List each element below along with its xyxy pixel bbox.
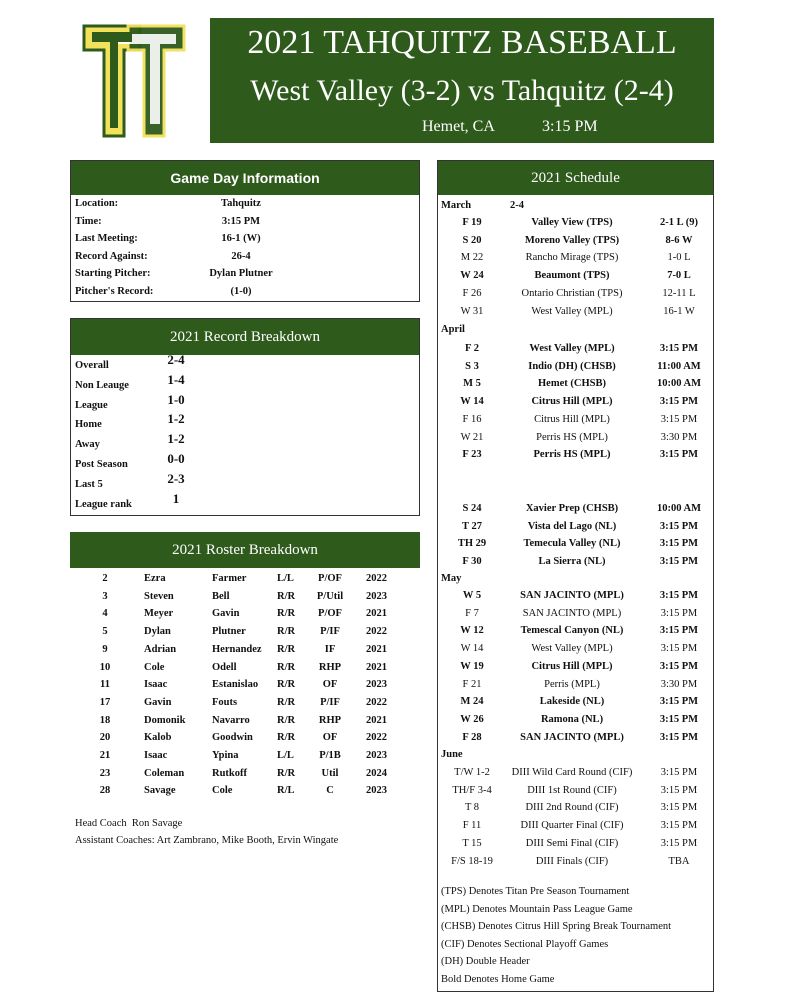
player-number: 4: [102, 608, 108, 620]
player-last-name: Fouts: [212, 696, 238, 708]
game-day: F 30: [462, 556, 482, 568]
game-result: 7-0 L: [667, 270, 691, 282]
game-day: T 8: [464, 802, 480, 814]
game-opponent: DIII 1st Round (CIF): [527, 784, 617, 796]
schedule-row: [438, 640, 713, 657]
record-row: [71, 470, 419, 493]
team-logo: [80, 20, 188, 142]
game-opponent: Rancho Mirage (TPS): [525, 252, 619, 264]
player-bats-throws: R/R: [277, 643, 296, 655]
month-march-label: March: [441, 200, 472, 211]
schedule-row: [438, 285, 713, 302]
game-result: 3:15 PM: [659, 731, 699, 743]
schedule-row: [438, 446, 713, 463]
record-label: Home: [75, 419, 102, 431]
month-may-label: May: [441, 573, 462, 584]
player-grad-year: 2023: [366, 785, 387, 797]
legend-text: (CHSB) Denotes Citrus Hill Spring Break Tournament: [441, 921, 672, 933]
legend-row: [438, 883, 713, 900]
game-day: W 12: [460, 625, 484, 637]
player-position: P/IF: [320, 696, 340, 708]
schedule-row: [438, 693, 713, 710]
record-label: Away: [75, 439, 100, 451]
roster-panel: [70, 532, 420, 852]
game-opponent: Perris (MPL): [544, 678, 600, 690]
game-day: W 21: [460, 431, 484, 443]
gameday-row: [71, 248, 419, 265]
month-june-label: June: [441, 749, 463, 760]
game-result: 8-6 W: [665, 234, 693, 246]
game-opponent: Indio (DH) (CHSB): [528, 360, 616, 372]
gameday-row: [71, 213, 419, 230]
schedule-title: 2021 Schedule: [438, 161, 713, 195]
game-result: 3:15 PM: [660, 643, 698, 655]
record-label: League: [75, 399, 108, 411]
game-day: F 11: [462, 820, 482, 832]
game-result: 3:15 PM: [659, 396, 699, 408]
game-opponent: Hemet (CHSB): [538, 378, 606, 390]
schedule-row: [438, 817, 713, 834]
player-bats-throws: R/R: [277, 626, 296, 638]
gameday-label: Starting Pitcher:: [75, 268, 151, 279]
player-bats-throws: R/L: [277, 785, 295, 797]
game-day: F/S 18-19: [451, 855, 493, 867]
game-result: 3:15 PM: [660, 767, 698, 778]
roster-title: 2021 Roster Breakdown: [70, 532, 420, 568]
schedule-row: [438, 853, 713, 870]
page-title: 2021 TAHQUITZ BASEBALL: [247, 24, 677, 61]
gameday-value: Tahquitz: [221, 198, 261, 209]
game-day: F 28: [462, 731, 482, 743]
player-last-name: Goodwin: [212, 732, 253, 744]
game-day: M 22: [460, 252, 484, 264]
schedule-row: [438, 622, 713, 639]
player-first-name: Coleman: [144, 767, 185, 779]
record-row: [71, 391, 419, 414]
game-day: W 19: [460, 660, 484, 672]
roster-row: [70, 623, 420, 640]
roster-row: [70, 605, 420, 622]
game-day: S 20: [462, 234, 482, 246]
player-last-name: Farmer: [212, 573, 247, 584]
roster-row: [70, 694, 420, 711]
player-number: 21: [99, 750, 111, 761]
game-day: TH/F 3-4: [452, 784, 492, 796]
record-value: 1-4: [167, 371, 185, 387]
player-first-name: Isaac: [144, 679, 168, 691]
schedule-row: [438, 232, 713, 249]
game-day: T 27: [462, 520, 482, 532]
game-opponent: DIII Finals (CIF): [535, 855, 609, 867]
player-bats-throws: L/L: [277, 750, 294, 761]
legend-row: [438, 918, 713, 935]
legend-text: Bold Denotes Home Game: [441, 974, 555, 985]
player-last-name: Odell: [212, 661, 237, 673]
game-result: 12-11 L: [662, 287, 696, 299]
schedule-row: [438, 658, 713, 675]
schedule-row: [438, 411, 713, 428]
game-result: 16-1 W: [663, 305, 695, 317]
record-value: 0-0: [167, 451, 185, 466]
game-opponent: Beaumont (TPS): [534, 270, 610, 282]
game-opponent: Perris HS (MPL): [536, 431, 608, 443]
gameday-value: Dylan Plutner: [209, 268, 273, 279]
player-last-name: Plutner: [212, 626, 246, 638]
gameday-panel: [70, 160, 420, 302]
schedule-row: [438, 835, 713, 852]
schedule-row: [438, 500, 713, 517]
player-position: P/Util: [316, 590, 344, 602]
gameday-label: Time:: [75, 215, 102, 227]
gameday-row: [71, 230, 419, 247]
game-opponent: La Sierra (NL): [538, 556, 606, 568]
game-result: 3:15 PM: [660, 837, 698, 849]
record-label: League rank: [75, 498, 132, 510]
gameday-row: [71, 195, 419, 212]
game-day: T/W 1-2: [454, 767, 490, 778]
player-position: P/IF: [320, 626, 340, 638]
game-day: W 26: [460, 713, 484, 725]
player-bats-throws: R/R: [277, 679, 296, 691]
player-grad-year: 2022: [366, 573, 387, 584]
player-number: 9: [102, 643, 108, 655]
game-day: F 2: [465, 343, 479, 354]
schedule-row: [438, 676, 713, 693]
player-bats-throws: R/R: [277, 661, 296, 673]
record-value: 1-2: [167, 431, 185, 447]
game-opponent: Vista del Lago (NL): [527, 520, 617, 532]
gameday-value: 26-4: [231, 250, 251, 262]
player-position: P/OF: [318, 608, 342, 620]
player-position: IF: [324, 643, 336, 655]
game-opponent: Citrus Hill (MPL): [531, 660, 613, 672]
game-opponent: West Valley (MPL): [531, 643, 613, 655]
game-result: 3:15 PM: [659, 449, 699, 461]
roster-row: [70, 641, 420, 658]
roster-row: [70, 659, 420, 676]
schedule-row: [438, 267, 713, 284]
player-number: 11: [100, 679, 110, 691]
player-bats-throws: R/R: [277, 714, 296, 726]
player-grad-year: 2022: [366, 732, 387, 744]
player-grad-year: 2022: [366, 626, 387, 638]
game-time: 3:15 PM: [542, 118, 598, 135]
player-last-name: Navarro: [212, 714, 250, 726]
game-result: 3:15 PM: [660, 607, 698, 619]
month-june: [438, 746, 713, 763]
roster-row: [70, 588, 420, 605]
player-position: P/1B: [319, 750, 341, 761]
game-result: 3:15 PM: [659, 538, 699, 550]
schedule-row: [438, 518, 713, 535]
game-result: 10:00 AM: [656, 378, 702, 390]
game-result: 10:00 AM: [656, 503, 702, 514]
game-day: F 7: [465, 607, 479, 619]
roster-row: [70, 747, 420, 764]
game-result: 11:00 AM: [657, 360, 701, 372]
legend-text: (CIF) Denotes Sectional Playoff Games: [441, 938, 609, 950]
game-day: M 24: [460, 696, 484, 708]
player-number: 18: [99, 714, 111, 726]
record-row: [71, 371, 419, 394]
game-result: 3:30 PM: [660, 431, 698, 443]
player-position: P/OF: [318, 573, 342, 584]
header-banner: [210, 18, 714, 143]
game-opponent: West Valley (MPL): [529, 343, 615, 354]
game-location: Hemet, CA: [422, 118, 495, 135]
game-day: S 3: [465, 360, 479, 372]
player-position: OF: [322, 732, 338, 744]
player-bats-throws: R/R: [277, 590, 296, 602]
month-march: [438, 197, 713, 214]
legend-text: (MPL) Denotes Mountain Pass League Game: [441, 903, 633, 915]
schedule-row: [438, 340, 713, 357]
roster-row: [70, 729, 420, 746]
game-result: 3:15 PM: [659, 660, 699, 672]
game-day: M 5: [463, 378, 481, 390]
player-first-name: Gavin: [144, 696, 172, 708]
schedule-row: [438, 429, 713, 446]
player-last-name: Cole: [212, 785, 233, 797]
schedule-row: [438, 711, 713, 728]
gameday-title: Game Day Information: [71, 161, 419, 195]
player-grad-year: 2022: [366, 696, 387, 708]
record-value: 1-2: [167, 411, 185, 427]
player-grad-year: 2021: [366, 608, 387, 620]
record-label: Post Season: [75, 459, 128, 470]
game-opponent: Valley View (TPS): [531, 217, 613, 228]
schedule-row: [438, 587, 713, 604]
schedule-row: [438, 553, 713, 570]
game-opponent: Lakeside (NL): [539, 696, 605, 708]
legend-row: [438, 936, 713, 953]
player-number: 28: [99, 785, 111, 797]
player-number: 10: [99, 661, 111, 673]
player-first-name: Cole: [144, 661, 165, 673]
gameday-label: Pitcher's Record:: [75, 285, 154, 297]
game-result: 3:15 PM: [659, 590, 699, 601]
game-opponent: Citrus Hill (MPL): [531, 396, 613, 408]
player-grad-year: 2021: [366, 643, 387, 655]
game-opponent: SAN JACINTO (MPL): [520, 731, 624, 743]
player-grad-year: 2021: [366, 714, 387, 726]
gameday-row: [71, 283, 419, 300]
game-result: 3:15 PM: [660, 784, 698, 796]
game-result: 3:15 PM: [659, 625, 699, 637]
schedule-row: [438, 249, 713, 266]
game-opponent: DIII Quarter Final (CIF): [520, 820, 624, 832]
player-grad-year: 2024: [366, 767, 387, 779]
game-result: 1-0 L: [667, 252, 691, 264]
record-value: 1-0: [167, 391, 185, 407]
game-day: F 21: [462, 678, 482, 690]
player-last-name: Rutkoff: [212, 767, 248, 779]
schedule-row: [438, 535, 713, 552]
game-result: 3:15 PM: [659, 713, 699, 725]
game-opponent: Temescal Canyon (NL): [520, 625, 624, 637]
game-result: 3:15 PM: [660, 413, 698, 425]
gameday-label: Last Meeting:: [75, 233, 138, 244]
game-day: W 14: [460, 396, 484, 408]
march-record: 2-4: [510, 200, 524, 211]
record-row: [71, 451, 419, 473]
game-day: W 24: [460, 270, 484, 282]
game-day: W 31: [460, 305, 484, 317]
schedule-row: [438, 782, 713, 799]
player-bats-throws: R/R: [277, 608, 296, 620]
player-last-name: Hernandez: [212, 643, 262, 655]
game-opponent: Citrus Hill (MPL): [534, 413, 610, 425]
roster-row: [70, 765, 420, 782]
game-day: TH 29: [457, 538, 487, 550]
player-number: 17: [99, 696, 111, 708]
game-day: T 15: [462, 837, 482, 849]
player-position: Util: [321, 767, 339, 779]
game-result: TBA: [668, 855, 690, 867]
gameday-value: 3:15 PM: [221, 215, 261, 227]
game-result: 2-1 L (9): [660, 217, 698, 228]
player-number: 20: [99, 732, 111, 744]
record-title: 2021 Record Breakdown: [71, 319, 419, 355]
player-last-name: Ypina: [212, 750, 239, 761]
game-opponent: Perris HS (MPL): [533, 449, 611, 461]
player-bats-throws: R/R: [277, 767, 296, 779]
player-first-name: Meyer: [144, 608, 174, 620]
record-value: 2-3: [167, 470, 185, 486]
player-first-name: Adrian: [144, 643, 177, 655]
gameday-label: Location:: [75, 198, 119, 209]
legend-row: [438, 971, 713, 988]
schedule-panel: [437, 160, 714, 992]
schedule-row: [438, 303, 713, 320]
record-label: Overall: [75, 360, 109, 371]
gameday-row: [71, 265, 419, 282]
game-opponent: Temecula Valley (NL): [523, 538, 621, 550]
record-row: [71, 431, 419, 453]
legend-text: (TPS) Denotes Titan Pre Season Tournament: [441, 886, 630, 897]
player-last-name: Bell: [212, 590, 230, 602]
game-opponent: Moreno Valley (TPS): [524, 234, 620, 246]
game-day: W 14: [460, 643, 484, 655]
legend-text: (DH) Double Header: [441, 956, 530, 968]
legend-row: [438, 901, 713, 918]
schedule-row: [438, 764, 713, 781]
month-may: [438, 570, 713, 587]
gameday-value: 16-1 (W): [221, 233, 261, 244]
game-day: F 16: [462, 413, 482, 425]
player-first-name: Domonik: [144, 714, 186, 726]
schedule-row: [438, 729, 713, 746]
roster-row: [70, 676, 420, 693]
game-day: F 26: [462, 287, 482, 299]
game-result: 3:15 PM: [659, 696, 699, 708]
player-last-name: Gavin: [212, 608, 240, 620]
roster-row: [70, 782, 420, 799]
roster-row: [70, 570, 420, 587]
game-day: S 24: [462, 503, 482, 514]
month-april: [438, 321, 713, 338]
player-number: 2: [102, 573, 108, 584]
matchup-title: West Valley (3-2) vs Tahquitz (2-4): [250, 74, 674, 107]
player-position: RHP: [318, 714, 342, 726]
game-opponent: West Valley (MPL): [531, 305, 613, 317]
record-value: 1: [172, 490, 180, 506]
game-opponent: SAN JACINTO (MPL): [522, 607, 622, 619]
record-row: [71, 352, 419, 374]
player-grad-year: 2023: [366, 679, 387, 691]
record-value: 2-4: [167, 352, 185, 367]
player-number: 5: [102, 626, 108, 638]
schedule-row: [438, 375, 713, 392]
game-day: F 19: [462, 217, 482, 228]
game-opponent: SAN JACINTO (MPL): [520, 590, 624, 601]
record-row: [71, 490, 419, 513]
player-number: 3: [102, 590, 108, 602]
schedule-row: [438, 214, 713, 231]
game-day: W 5: [462, 590, 482, 601]
player-position: RHP: [318, 661, 342, 673]
record-label: Non Leauge: [75, 379, 129, 391]
record-label: Last 5: [75, 478, 103, 490]
player-position: C: [326, 785, 334, 797]
player-first-name: Kalob: [144, 732, 172, 744]
player-bats-throws: L/L: [277, 573, 294, 584]
player-bats-throws: R/R: [277, 696, 296, 708]
player-grad-year: 2023: [366, 750, 387, 761]
player-number: 23: [99, 767, 111, 779]
player-position: OF: [322, 679, 338, 691]
record-row: [71, 411, 419, 433]
game-result: 3:15 PM: [659, 343, 699, 354]
game-result: 3:15 PM: [660, 802, 698, 814]
player-grad-year: 2023: [366, 590, 387, 602]
game-opponent: DIII Wild Card Round (CIF): [511, 767, 633, 778]
game-opponent: DIII 2nd Round (CIF): [525, 802, 619, 814]
player-last-name: Estanislao: [212, 679, 259, 691]
game-result: 3:15 PM: [660, 820, 698, 832]
player-bats-throws: R/R: [277, 732, 296, 744]
head-coach: Head Coach Ron Savage: [75, 818, 183, 829]
schedule-row: [438, 393, 713, 410]
schedule-row: [438, 358, 713, 375]
gameday-value: (1-0): [230, 285, 252, 297]
gameday-label: Record Against:: [75, 250, 148, 262]
game-opponent: Ramona (NL): [540, 713, 604, 725]
record-panel: [70, 318, 420, 516]
player-first-name: Savage: [144, 785, 176, 797]
game-result: 3:30 PM: [660, 678, 698, 690]
player-first-name: Dylan: [144, 626, 171, 638]
schedule-row: [438, 799, 713, 816]
roster-row: [70, 712, 420, 729]
schedule-row: [438, 605, 713, 622]
player-first-name: Steven: [144, 590, 174, 602]
game-opponent: Xavier Prep (CHSB): [525, 503, 619, 514]
player-grad-year: 2021: [366, 661, 387, 673]
game-opponent: Ontario Christian (TPS): [521, 287, 623, 299]
game-opponent: DIII Semi Final (CIF): [525, 837, 619, 849]
game-result: 3:15 PM: [659, 520, 699, 532]
legend-row: [438, 953, 713, 970]
month-april-label: April: [441, 324, 465, 335]
player-first-name: Isaac: [144, 750, 168, 761]
game-result: 3:15 PM: [659, 556, 699, 568]
assistant-coaches: Assistant Coaches: Art Zambrano, Mike Booth, Ervin Wingate: [75, 835, 339, 846]
game-day: F 23: [462, 449, 482, 461]
player-first-name: Ezra: [144, 573, 166, 584]
